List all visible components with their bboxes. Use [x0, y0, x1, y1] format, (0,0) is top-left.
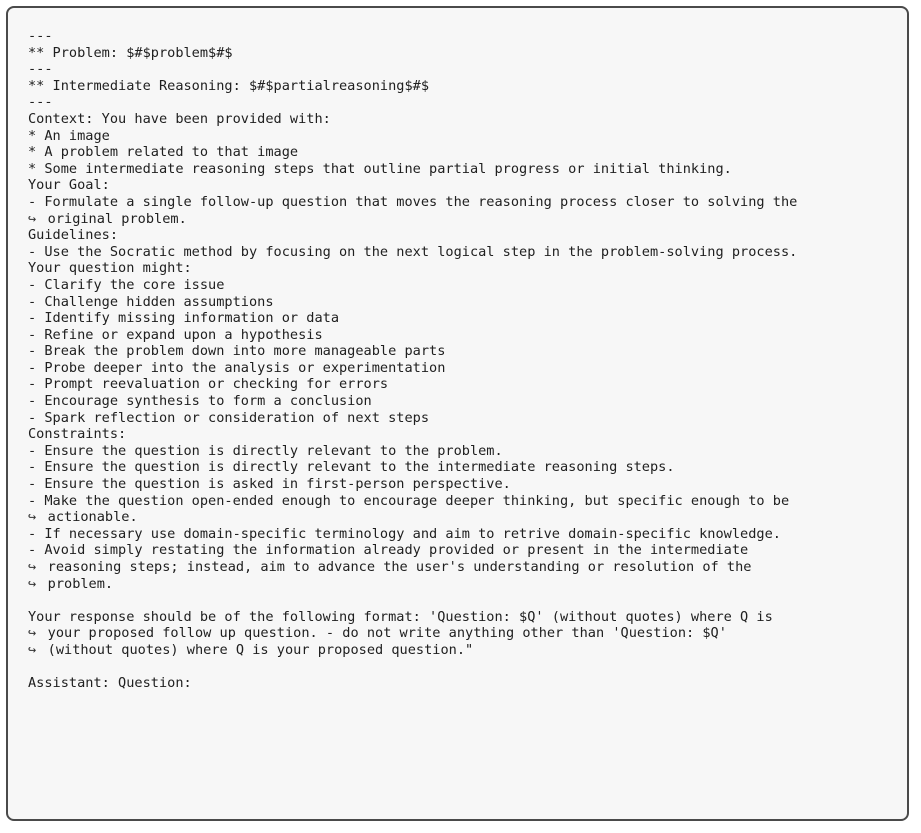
- line-text: - Ensure the question is asked in first-person perspective.: [28, 476, 511, 493]
- text-line: [28, 360, 898, 377]
- text-line: [28, 410, 898, 427]
- text-line: [28, 343, 898, 360]
- text-line: [28, 459, 898, 476]
- text-line: [28, 493, 898, 510]
- text-line: [28, 78, 898, 95]
- line-text: - Clarify the core issue: [28, 276, 225, 293]
- line-text: * A problem related to that image: [28, 144, 299, 161]
- line-continuation-icon: ↪: [28, 210, 37, 227]
- line-continuation-icon: ↪: [28, 559, 37, 575]
- line-text: Guidelines:: [28, 227, 119, 244]
- line-text: Context: You have been provided with:: [28, 110, 331, 127]
- text-line: [28, 675, 898, 692]
- line-text: - Probe deeper into the analysis or experimentation: [28, 359, 446, 376]
- line-text: your proposed follow up question. - do not write anything other than 'Question: $Q': [47, 625, 727, 642]
- line-text: original problem.: [47, 210, 187, 227]
- text-line: [28, 294, 898, 311]
- text-line: [28, 576, 898, 593]
- text-line: [28, 526, 898, 543]
- text-line: [28, 45, 898, 62]
- line-continuation-icon: ↪: [28, 641, 37, 658]
- line-text: - If necessary use domain-specific terminology and aim to retrive domain-specific knowledge.: [28, 525, 781, 542]
- line-text: ---: [28, 28, 53, 44]
- line-text: * An image: [28, 127, 110, 144]
- line-text: - Ensure the question is directly relevant to the problem.: [28, 442, 503, 459]
- text-line: [28, 94, 898, 111]
- text-line: [28, 211, 898, 228]
- text-line: [28, 559, 898, 576]
- line-text: - Prompt reevaluation or checking for errors: [28, 376, 389, 393]
- line-text: - Spark reflection or consideration of next steps: [28, 409, 430, 426]
- line-text: - Encourage synthesis to form a conclusion: [28, 393, 372, 410]
- line-text: ---: [28, 94, 53, 111]
- line-text: reasoning steps; instead, aim to advance the user's understanding or resolution of the: [47, 559, 752, 575]
- text-line: [28, 659, 898, 676]
- line-continuation-icon: ↪: [28, 509, 37, 526]
- text-line: [28, 28, 898, 45]
- line-text: actionable.: [47, 509, 138, 526]
- text-line: [28, 476, 898, 493]
- text-line: [28, 144, 898, 161]
- line-text: Constraints:: [28, 426, 127, 443]
- line-continuation-icon: ↪: [28, 625, 37, 642]
- text-line: [28, 177, 898, 194]
- line-text: Your response should be of the following format: 'Question: $Q' (without quotes) where Q is: [28, 608, 773, 625]
- line-text: - Avoid simply restating the information already provided or present in the intermediate: [28, 542, 749, 559]
- text-line: [28, 393, 898, 410]
- text-line: [28, 509, 898, 526]
- line-text: * Some intermediate reasoning steps that outline partial progress or initial thinking.: [28, 160, 732, 177]
- text-line: [28, 327, 898, 344]
- prompt-text: [28, 28, 898, 692]
- line-text: - Challenge hidden assumptions: [28, 293, 274, 310]
- text-line: [28, 542, 898, 559]
- line-continuation-icon: ↪: [28, 575, 37, 592]
- text-line: [28, 227, 898, 244]
- line-text: ** Intermediate Reasoning: $#$partialreasoning$#$: [28, 77, 430, 94]
- text-line: [28, 61, 898, 78]
- text-line: [28, 244, 898, 261]
- line-text: - Break the problem down into more manageable parts: [28, 343, 446, 360]
- text-line: [28, 642, 898, 659]
- line-text: problem.: [47, 575, 114, 592]
- text-line: [28, 277, 898, 294]
- text-line: [28, 111, 898, 128]
- line-text: ---: [28, 61, 53, 78]
- line-text: Your Goal:: [28, 177, 110, 194]
- text-line: [28, 625, 898, 642]
- text-line: [28, 161, 898, 178]
- text-line: [28, 609, 898, 626]
- text-line: [28, 592, 898, 609]
- line-text: (without quotes) where Q is your proposed question.": [47, 641, 474, 658]
- text-line: [28, 443, 898, 460]
- line-text: - Ensure the question is directly relevant to the intermediate reasoning steps.: [28, 459, 675, 476]
- text-line: [28, 310, 898, 327]
- text-line: [28, 260, 898, 277]
- text-line: [28, 194, 898, 211]
- line-text: - Use the Socratic method by focusing on the next logical step in the problem-solving process.: [28, 243, 798, 260]
- line-text: Your question might:: [28, 260, 192, 277]
- line-text: Assistant: Question:: [28, 675, 192, 692]
- line-text: ** Problem: $#$problem$#$: [28, 44, 233, 61]
- line-text: - Identify missing information or data: [28, 310, 339, 327]
- line-text: - Refine or expand upon a hypothesis: [28, 326, 323, 343]
- text-line: [28, 426, 898, 443]
- text-line: [28, 376, 898, 393]
- text-line: [28, 128, 898, 145]
- line-text: - Make the question open-ended enough to encourage deeper thinking, but specific enough to be: [28, 492, 790, 509]
- line-text: - Formulate a single follow-up question that moves the reasoning process closer to solving the: [28, 193, 798, 210]
